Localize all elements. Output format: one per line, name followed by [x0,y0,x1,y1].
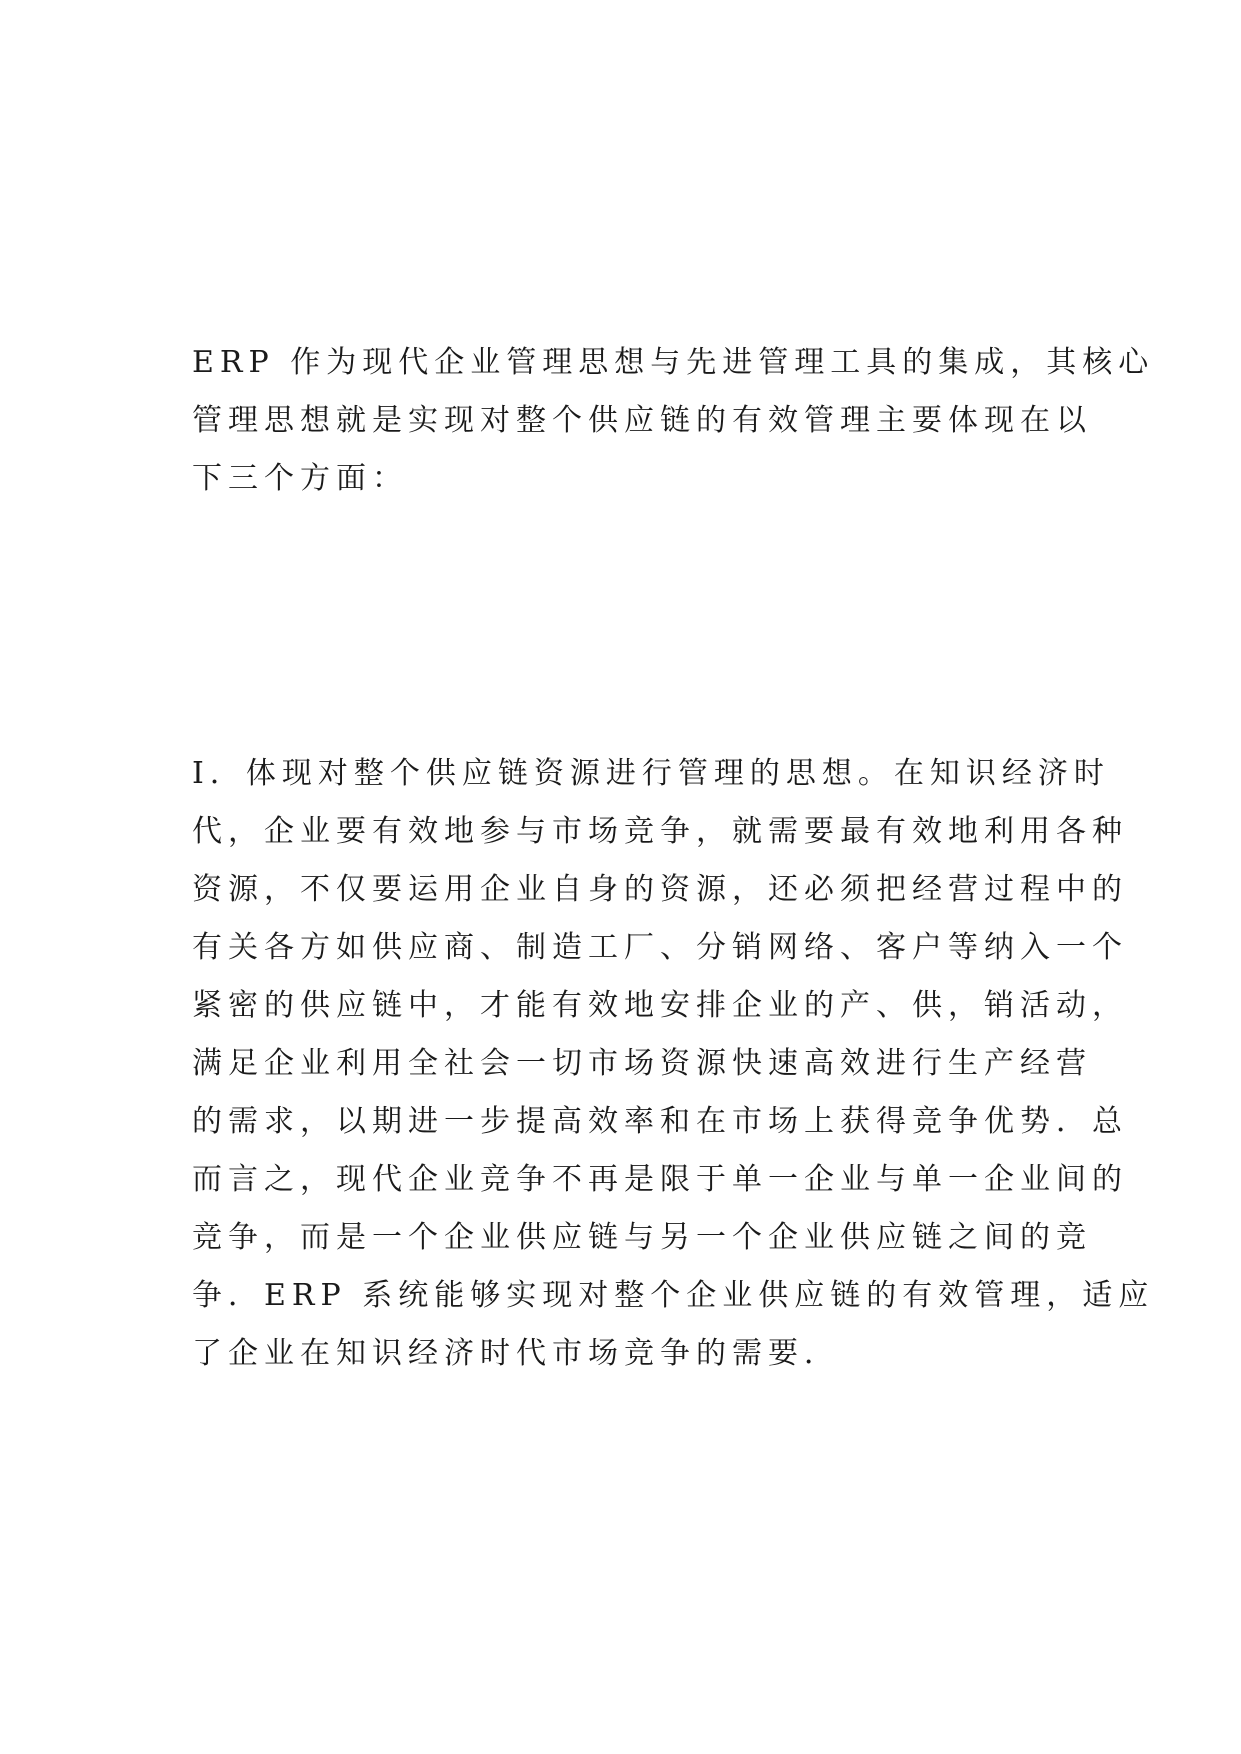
text-line: 争．ERP 系统能够实现对整个企业供应链的有效管理，适应 [192,1278,1155,1313]
text-line: ERP 作为现代企业管理思想与先进管理工具的集成，其核心 [192,345,1155,380]
point-one-paragraph [192,745,1155,1383]
text-line: 代，企业要有效地参与市场竞争，就需要最有效地利用各种 [192,814,1128,849]
text-line: 的需求，以期进一步提高效率和在市场上获得竞争优势．总 [192,1104,1128,1139]
text-line: 下三个方面： [192,461,408,496]
text-line: 了企业在知识经济时代市场竞争的需要． [192,1336,840,1371]
text-line: 竞争，而是一个企业供应链与另一个企业供应链之间的竞 [192,1220,1092,1255]
text-line: 资源，不仅要运用企业自身的资源，还必须把经营过程中的 [192,872,1128,907]
text-line: 管理思想就是实现对整个供应链的有效管理主要体现在以 [192,403,1092,438]
text-line: 有关各方如供应商、制造工厂、分销网络、客户等纳入一个 [192,930,1128,965]
text-line: 满足企业利用全社会一切市场资源快速高效进行生产经营 [192,1046,1092,1081]
text-line: I．体现对整个供应链资源进行管理的思想。在知识经济时 [192,756,1110,791]
text-line: 而言之，现代企业竞争不再是限于单一企业与单一企业间的 [192,1162,1128,1197]
intro-paragraph [192,334,1155,508]
text-line: 紧密的供应链中，才能有效地安排企业的产、供，销活动， [192,988,1128,1023]
